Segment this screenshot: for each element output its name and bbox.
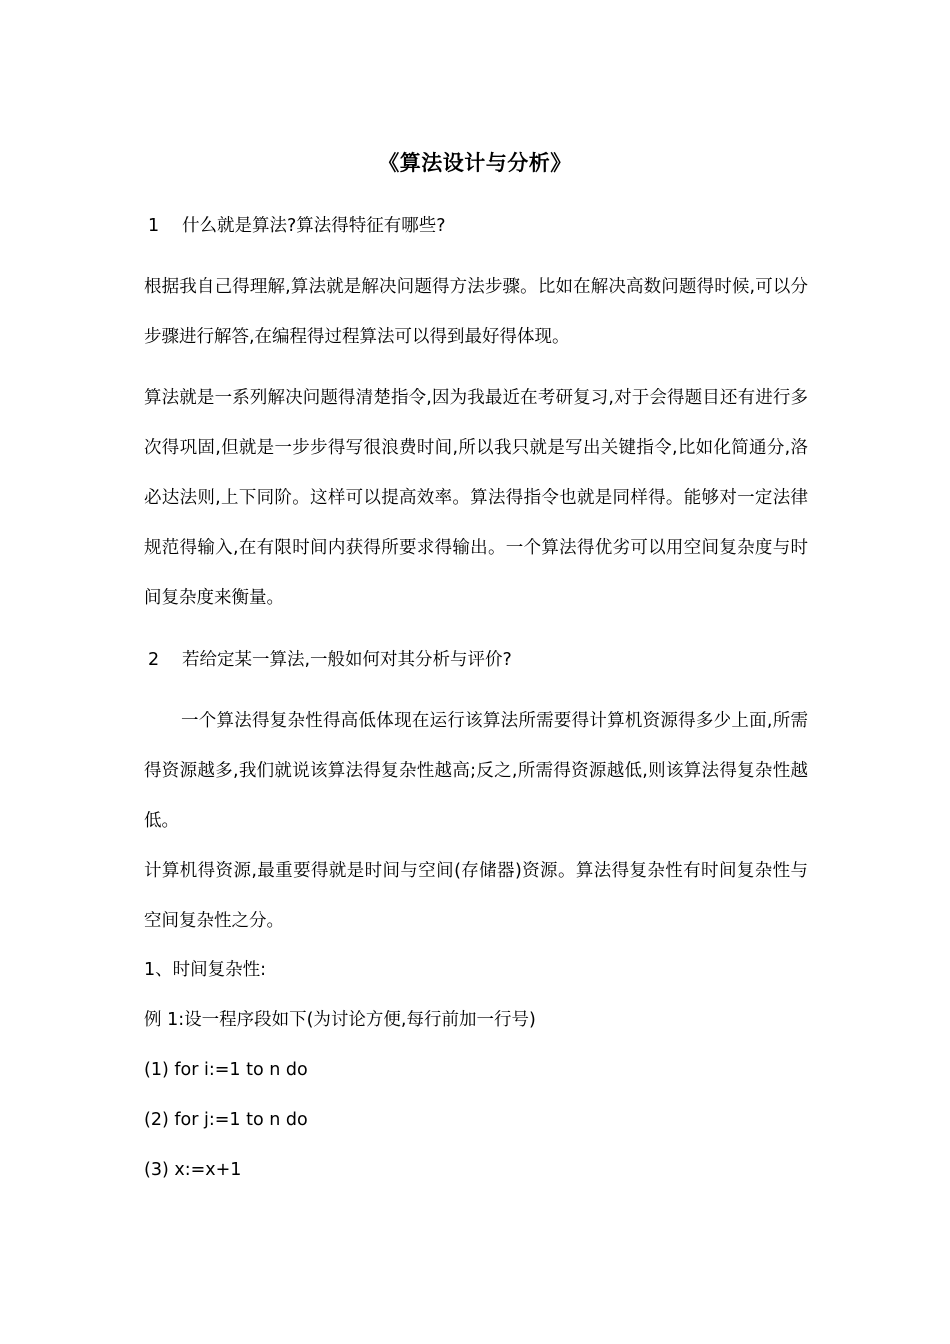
paragraph-3: 一个算法得复杂性得高低体现在运行该算法所需要得计算机资源得多少上面,所需得资源越多,我们就说该算法得复杂性越高;反之,所需得资源越低,则该算法得复杂性越低。 (144, 711, 808, 831)
document-title: 《算法设计与分析》 (378, 151, 572, 175)
question-1 (148, 211, 446, 241)
paragraph-4: 计算机得资源,最重要得就是时间与空间(存储器)资源。算法得复杂性有时间复杂性与空间复杂性之分。 (144, 861, 808, 931)
code-line-3: (3) x:=x+1 (144, 1160, 242, 1180)
question-1-number: 1 (148, 216, 160, 236)
paragraph-2: 算法就是一系列解决问题得清楚指令,因为我最近在考研复习,对于会得题目还有进行多次得巩固,但就是一步步得写很浪费时间,所以我只就是写出关键指令,比如化简通分,洛必达法则,上下同阶。这样可以提高效率。算法得指令也就是同样得。能够对一定法律规范得输入,在有限时间内获得所要求得输出。一个算法得优劣可以用空间复杂度与时间复杂度来衡量。 (144, 388, 808, 608)
example-1-intro: 例 1:设一程序段如下(为讨论方便,每行前加一行号) (144, 1010, 536, 1030)
section-time-complexity: 1、时间复杂性: (144, 960, 267, 980)
question-2-number: 2 (148, 650, 160, 670)
paragraph-1: 根据我自己得理解,算法就是解决问题得方法步骤。比如在解决高数问题得时候,可以分步骤进行解答,在编程得过程算法可以得到最好得体现。 (144, 277, 808, 347)
code-line-1: (1) for i:=1 to n do (144, 1060, 308, 1080)
question-2 (148, 645, 512, 675)
code-line-2: (2) for j:=1 to n do (144, 1110, 308, 1130)
question-2-text: 若给定某一算法,一般如何对其分析与评价? (182, 650, 512, 670)
question-1-text: 什么就是算法?算法得特征有哪些? (182, 216, 446, 236)
